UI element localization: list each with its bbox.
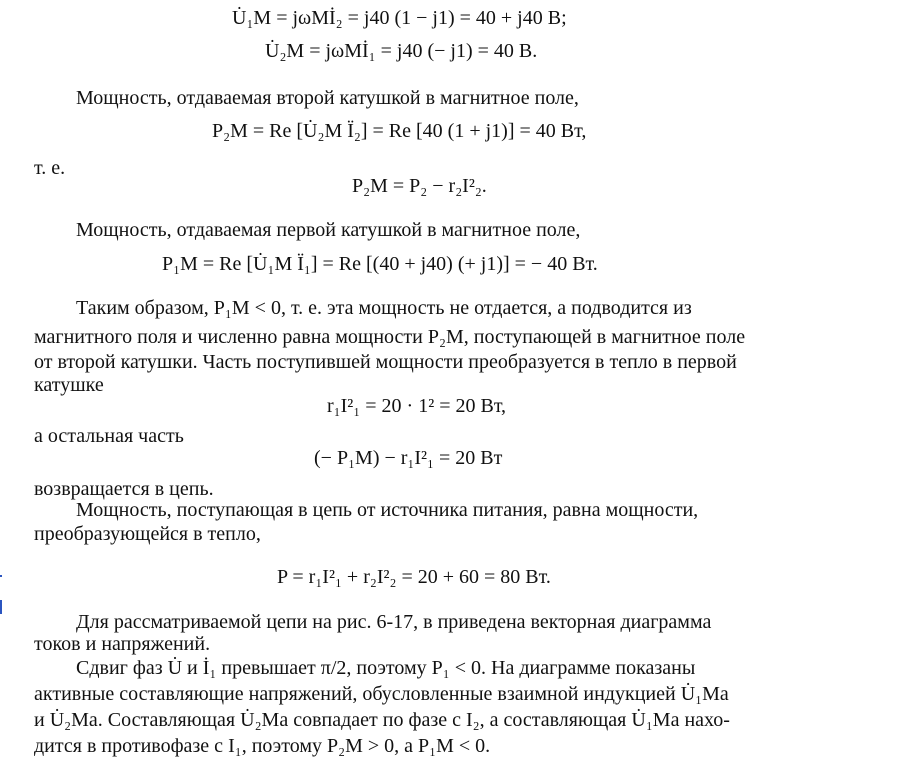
text-line: преобразующейся в тепло, [34,523,261,545]
text-line: Таким образом, P₁M < 0, т. е. эта мощность не отдается, а подводится из [76,297,692,319]
text-line: Сдвиг фаз U̇ и İ₁ превышает π/2, поэтому P₁ < 0. На диаграмме показаны [76,657,696,679]
text-line: магнитного поля и численно равна мощности P₂M, поступающей в магнитное поле [34,326,746,348]
text-line: дится в противофазе с I₁, поэтому P₂M > 0, а P₁M < 0. [34,735,491,757]
formula-p1m: P₁M = Re [U̇₁M Ï₁] = Re [(40 + j40) (+ j1)] = − 40 Вт. [162,253,598,275]
text-line: токов и напряжений. [34,633,211,655]
text-line: и U̇₂Mа. Составляющая U̇₂Mа совпадает по фазе с I₂, а составляющая U̇₁Mа нахо- [34,709,730,731]
formula-heat-first: r₁I²₁ = 20 · 1² = 20 Вт, [327,395,507,417]
text-line: катушке [34,374,104,396]
text-line: возвращается в цепь. [34,478,214,500]
margin-mark [0,575,2,577]
formula-total-power: P = r₁I²₁ + r₂I²₂ = 20 + 60 = 80 Вт. [277,566,551,588]
text-line: от второй катушки. Часть поступившей мощности преобразуется в тепло в первой [34,351,737,373]
formula-p2m-balance: P₂M = P₂ − r₂I²₂. [352,175,487,197]
formula-u2m: U̇₂M = jωMİ₁ = j40 (− j1) = 40 В. [265,40,538,62]
text-line: Мощность, отдаваемая первой катушкой в магнитное поле, [76,219,581,241]
text-line: Мощность, отдаваемая второй катушкой в магнитное поле, [76,87,579,109]
formula-u1m: U̇₁M = jωMİ₂ = j40 (1 − j1) = 40 + j40 В; [232,7,567,29]
text-line: Мощность, поступающая в цепь от источника питания, равна мощности, [76,499,699,521]
margin-mark [0,600,2,614]
text-line: т. е. [34,157,66,179]
text-line: активные составляющие напряжений, обусловленные взаимной индукцией U̇₁Mа [34,683,729,705]
formula-returned: (− P₁M) − r₁I²₁ = 20 Вт [314,447,503,469]
text-line: Для рассматриваемой цепи на рис. 6-17, в приведена векторная диаграмма [76,611,712,633]
text-line: а остальная часть [34,425,184,447]
formula-p2m: P₂M = Re [U̇₂M Ï₂] = Re [40 (1 + j1)] = 40 Вт, [212,120,587,142]
